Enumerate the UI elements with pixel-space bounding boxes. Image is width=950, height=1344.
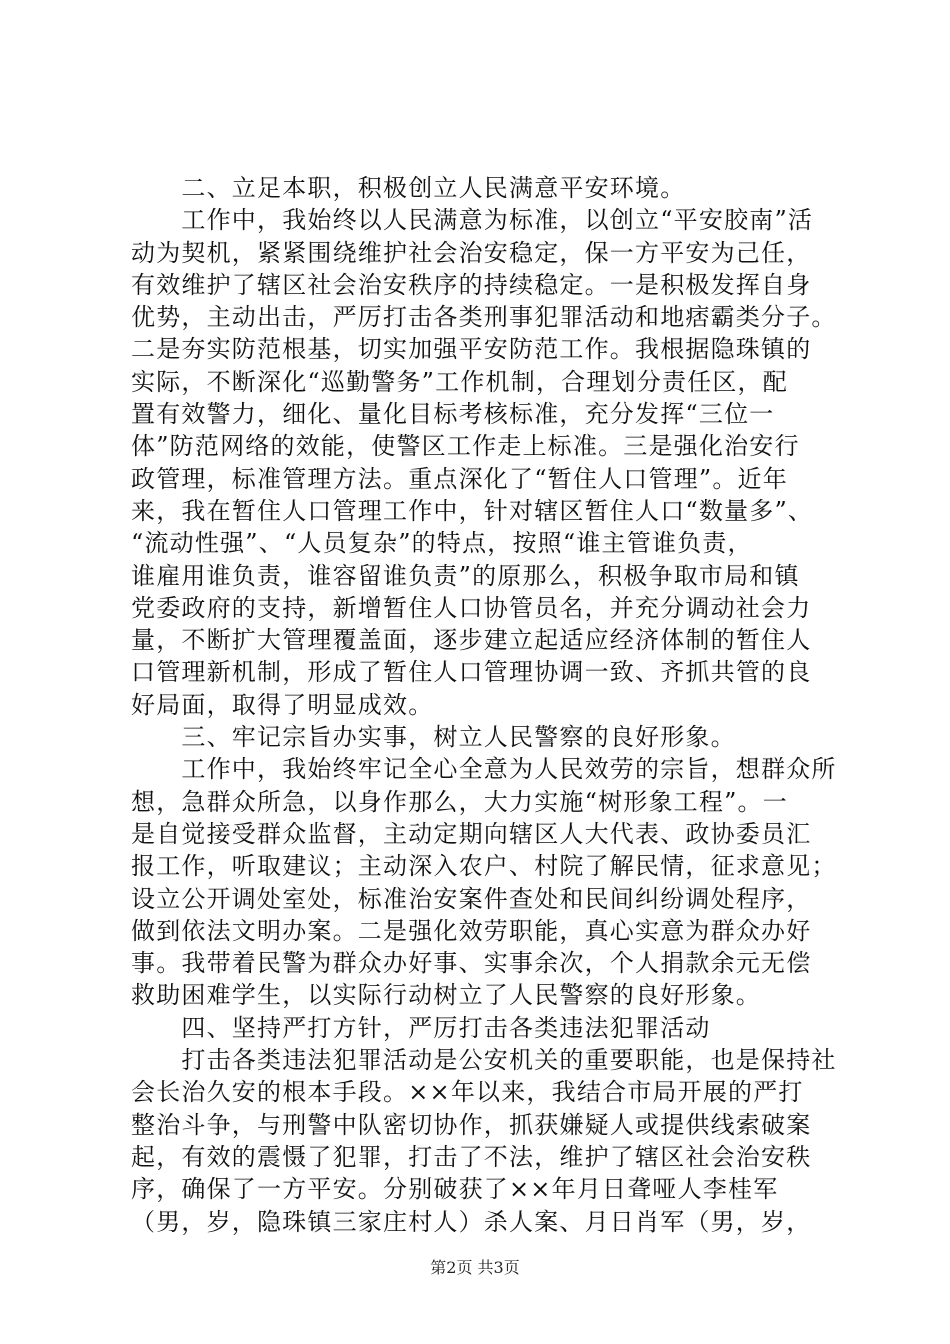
text-line: 党委政府的支持，新增暂住人口协管员名，并充分调动社会力 xyxy=(131,593,812,622)
text-line: 好局面，取得了明显成效。 xyxy=(131,690,434,719)
text-line: 优势，主动出击，严厉打击各类刑事犯罪活动和地痞霸类分子。 xyxy=(131,303,837,332)
text-line: 四、坚持严打方针，严厉打击各类违法犯罪活动 xyxy=(131,1013,711,1042)
text-line: 报工作，听取建议；主动深入农户、村院了解民情，征求意见； xyxy=(131,852,837,881)
text-line: 动为契机，紧紧围绕维护社会治安稳定，保一方平安为己任， xyxy=(131,238,812,267)
text-line: “流动性强”、“人员复杂”的特点，按照“谁主管谁负责， xyxy=(131,529,753,558)
text-line: 口管理新机制，形成了暂住人口管理协调一致、齐抓共管的良 xyxy=(131,658,812,687)
text-line: 做到依法文明办案。二是强化效劳职能，真心实意为群众办好 xyxy=(131,916,812,945)
text-line: 序，确保了一方平安。分别破获了××年月日聋哑人李桂军 xyxy=(131,1175,779,1204)
text-line: 整治斗争，与刑警中队密切协作，抓获嫌疑人或提供线索破案 xyxy=(131,1110,812,1139)
document-body xyxy=(131,172,851,1238)
text-line: 体”防范网络的效能，使警区工作走上标准。三是强化治安行 xyxy=(131,432,800,461)
text-line: 三、牢记宗旨办实事，树立人民警察的良好形象。 xyxy=(131,723,736,752)
text-line: 救助困难学生，以实际行动树立了人民警察的良好形象。 xyxy=(131,981,761,1010)
text-line: 量，不断扩大管理覆盖面，逐步建立起适应经济体制的暂住人 xyxy=(131,626,812,655)
text-line: 有效维护了辖区社会治安秩序的持续稳定。一是积极发挥自身 xyxy=(131,270,812,299)
text-line: 工作中，我始终牢记全心全意为人民效劳的宗旨，想群众所 xyxy=(131,755,837,784)
text-line: 设立公开调处室处，标准治安案件查处和民间纠纷调处程序， xyxy=(131,884,812,913)
text-line: 来，我在暂住人口管理工作中，针对辖区暂住人口“数量多”、 xyxy=(131,496,814,525)
text-line: （男，岁，隐珠镇三家庄村人）杀人案、月日肖军（男，岁， xyxy=(131,1207,812,1236)
text-line: 事。我带着民警为群众办好事、实事余次，个人捐款余元无偿 xyxy=(131,949,812,978)
text-line: 政管理，标准管理方法。重点深化了“暂住人口管理”。近年 xyxy=(131,464,788,493)
text-line: 起，有效的震慑了犯罪，打击了不法，维护了辖区社会治安秩 xyxy=(131,1142,812,1171)
text-line: 工作中，我始终以人民满意为标准，以创立“平安胶南”活 xyxy=(131,206,814,235)
text-line: 二、立足本职，积极创立人民满意平安环境。 xyxy=(131,174,686,202)
text-line: 置有效警力，细化、量化目标考核标准，充分发挥“三位一 xyxy=(131,400,775,429)
text-line: 打击各类违法犯罪活动是公安机关的重要职能，也是保持社 xyxy=(131,1046,837,1075)
text-line: 是自觉接受群众监督，主动定期向辖区人大代表、政协委员汇 xyxy=(131,819,812,848)
text-line: 二是夯实防范根基，切实加强平安防范工作。我根据隐珠镇的 xyxy=(131,335,812,364)
text-line: 会长治久安的根本手段。××年以来，我结合市局开展的严打 xyxy=(131,1078,804,1107)
text-line: 实际，不断深化“巡勤警务”工作机制，合理划分责任区，配 xyxy=(131,367,788,396)
text-line: 谁雇用谁负责，谁容留谁负责”的原那么，积极争取市局和镇 xyxy=(131,561,800,590)
page-number-footer: 第2页 共3页 xyxy=(430,1258,520,1277)
text-line: 想，急群众所急，以身作那么，大力实施“树形象工程”。一 xyxy=(131,787,788,816)
